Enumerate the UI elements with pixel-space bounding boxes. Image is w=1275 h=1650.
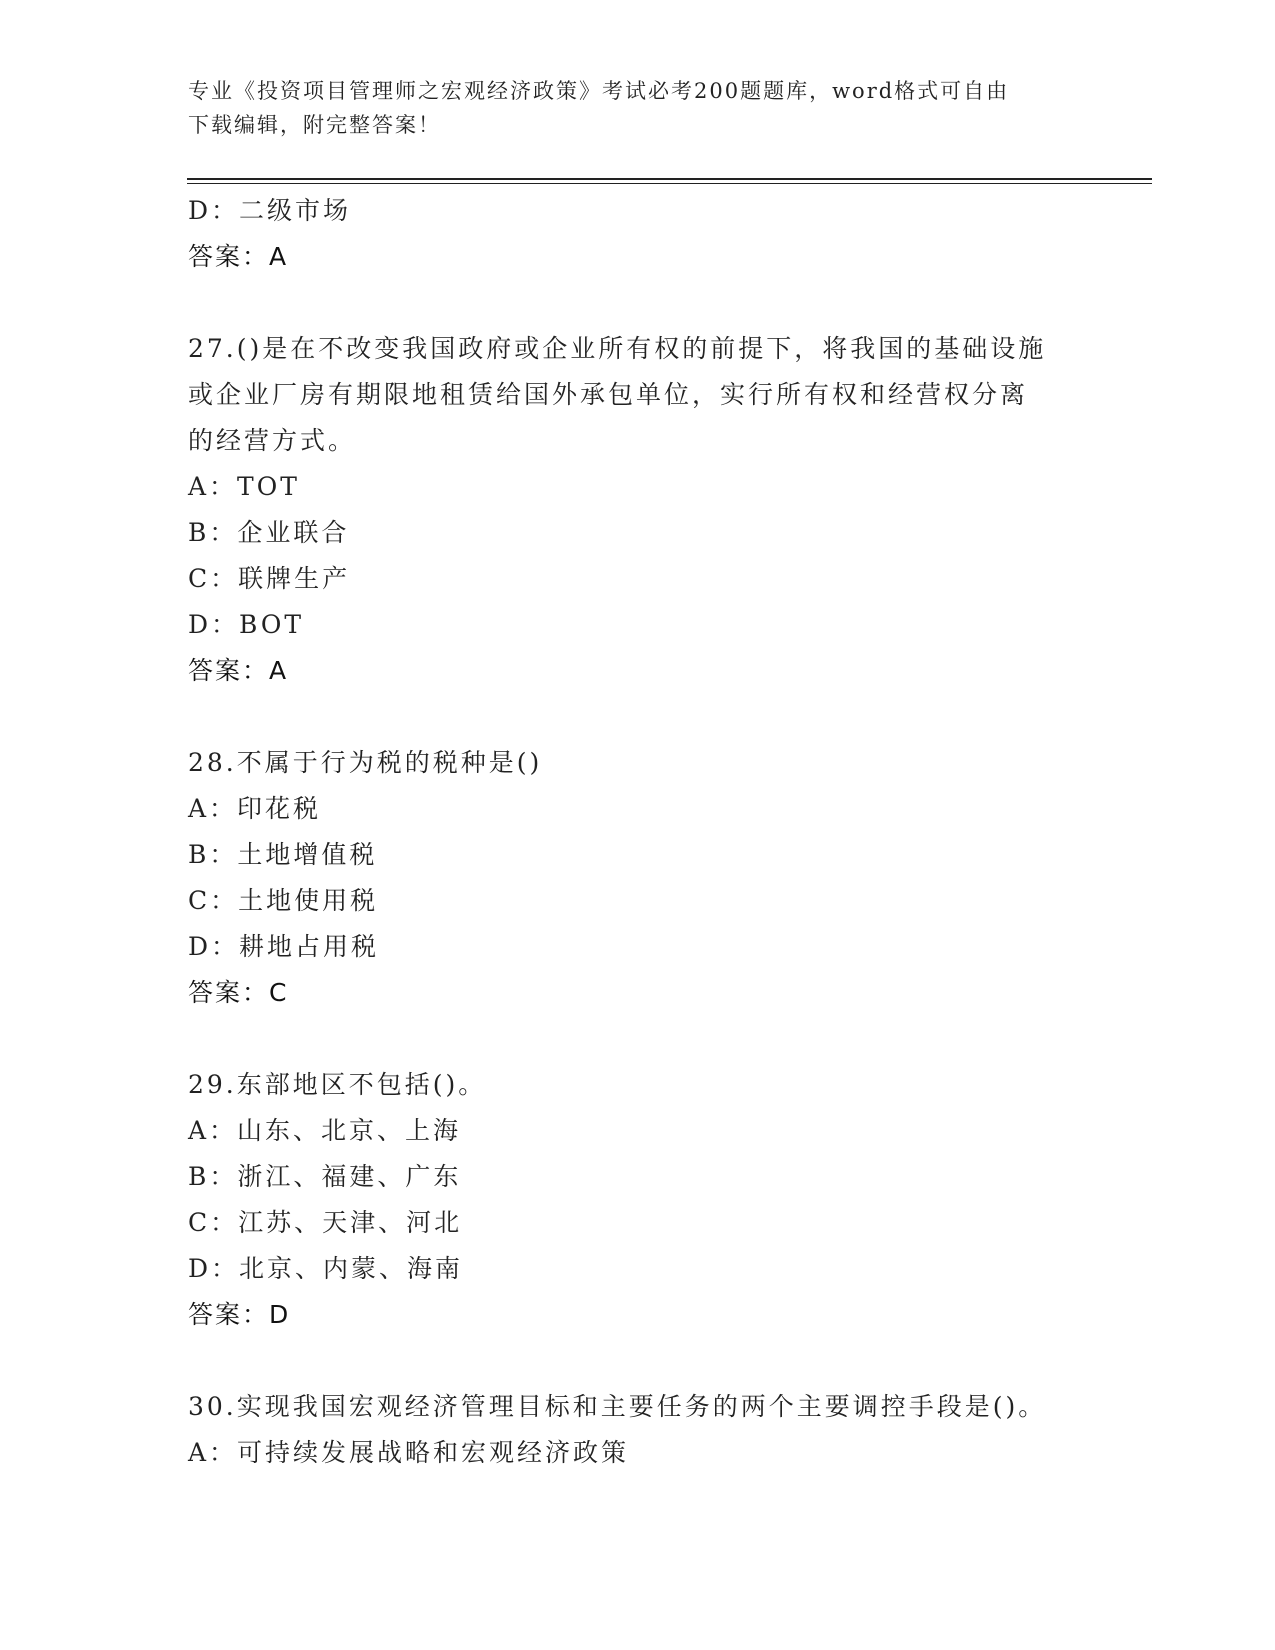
option-d: D：耕地占用税 <box>188 932 380 961</box>
header-title-line-2: 下载编辑，附完整答案！ <box>188 113 441 137</box>
option-a: A：印花税 <box>188 794 322 823</box>
question-list <box>188 188 1088 1476</box>
answer-line: 答案：A <box>188 242 289 271</box>
question-26-tail <box>188 188 1088 280</box>
question-stem-line-2: 或企业厂房有期限地租赁给国外承包单位，实行所有权和经营权分离 <box>188 380 1029 409</box>
spacer <box>188 1016 1088 1062</box>
header-divider-thick <box>187 178 1152 180</box>
answer-line: 答案：D <box>188 1300 291 1329</box>
option-a: A：可持续发展战略和宏观经济政策 <box>188 1438 630 1467</box>
header-title-line-1: 专业《投资项目管理师之宏观经济政策》考试必考200题题库，word格式可自由 <box>188 79 1010 103</box>
option-a: A：山东、北京、上海 <box>188 1116 462 1145</box>
document-header <box>188 74 1068 142</box>
answer-line: 答案：A <box>188 656 289 685</box>
option-b: B：企业联合 <box>188 518 350 547</box>
question-stem: 29.东部地区不包括()。 <box>188 1070 487 1099</box>
option-b: B：浙江、福建、广东 <box>188 1162 462 1191</box>
question-29 <box>188 1062 1088 1338</box>
question-stem-line-3: 的经营方式。 <box>188 426 357 455</box>
question-30 <box>188 1384 1088 1476</box>
question-stem: 30.实现我国宏观经济管理目标和主要任务的两个主要调控手段是()。 <box>188 1392 1047 1421</box>
option-d: D：BOT <box>188 610 305 639</box>
spacer <box>188 280 1088 326</box>
option-a: A：TOT <box>188 472 300 501</box>
option-d: D：北京、内蒙、海南 <box>188 1254 464 1283</box>
spacer <box>188 694 1088 740</box>
option-c: C：土地使用税 <box>188 886 379 915</box>
option-c: C：江苏、天津、河北 <box>188 1208 463 1237</box>
question-stem: 28.不属于行为税的税种是() <box>188 748 543 777</box>
option-b: B：土地增值税 <box>188 840 378 869</box>
spacer <box>188 1338 1088 1384</box>
question-28 <box>188 740 1088 1016</box>
option-d: D：二级市场 <box>188 196 352 225</box>
question-27 <box>188 326 1088 694</box>
answer-line: 答案：C <box>188 978 289 1007</box>
header-divider-thin <box>187 183 1152 184</box>
option-c: C：联牌生产 <box>188 564 351 593</box>
question-stem-line-1: 27.()是在不改变我国政府或企业所有权的前提下，将我国的基础设施 <box>188 334 1047 363</box>
